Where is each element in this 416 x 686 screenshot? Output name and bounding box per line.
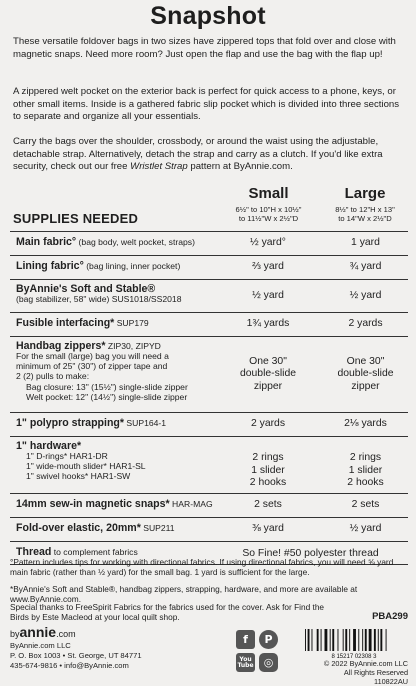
row-sub: minimum of 25" (30") of zipper tape and <box>16 361 168 372</box>
row-note: ZIP30, ZIPYD <box>105 341 161 351</box>
row-label: Lining fabric° <box>16 260 84 272</box>
availability-note: *ByAnnie's Soft and Stable®, handbag zippers, strapping, hardware, and more are available at www.ByAnnie.com. <box>10 584 358 605</box>
barcode-bar <box>312 629 313 651</box>
large-qty <box>323 437 408 493</box>
small-qty: ½ yard° <box>250 237 286 249</box>
size-large-heading: Large <box>344 185 386 202</box>
row-sub: Bag closure: 13" (15½") single-slide zipper <box>26 381 188 392</box>
row-sub: 1" D-rings* HAR1-DR <box>26 451 108 461</box>
barcode-bar <box>345 629 347 651</box>
table-row <box>10 337 408 413</box>
barcode-bar <box>317 629 319 651</box>
table-row <box>10 256 408 280</box>
barcode-bar <box>308 629 310 651</box>
row-note: (bag lining, inner pocket) <box>83 261 181 271</box>
thread-spec: So Fine! #50 polyester thread <box>242 547 379 559</box>
supplies-heading: SUPPLIES NEEDED <box>13 211 139 226</box>
barcode-bar <box>374 629 376 651</box>
row-note: SUP164-1 <box>124 418 167 428</box>
table-row <box>10 280 408 313</box>
barcode-bar <box>358 629 359 651</box>
small-qty: ⅔ yard <box>252 261 284 273</box>
small-qty: One 30" double-slide zipper <box>239 355 297 392</box>
barcode <box>302 628 406 659</box>
barcode-bar <box>378 629 379 651</box>
row-label: 14mm sew-in magnetic snaps* <box>16 498 170 510</box>
row-label: Fold-over elastic, 20mm* <box>16 522 141 534</box>
address-line: 435-674-9816 • info@ByAnnie.com <box>10 661 129 671</box>
small-qty: 2 yards <box>250 418 286 430</box>
row-sub: 2 (2) pulls to make: <box>16 371 90 382</box>
row-label: Main fabric° <box>16 236 77 248</box>
logo-com: .com <box>56 629 76 639</box>
row-sub: (bag stabilizer, 58" wide) SUS1018/SS2018 <box>16 294 182 304</box>
copyright-line: All Rights Reserved <box>343 667 408 677</box>
barcode-bar <box>325 629 328 651</box>
table-row <box>10 313 408 337</box>
row-note: HAR-MAG <box>169 499 213 509</box>
size-small-dims <box>215 205 322 223</box>
directional-fabric-note: °Pattern includes tips for working with directional fabrics. If using directional fabrics, you will need ⅝ yard main fabric (rather than ½ yard) for the small bag. 1 yard is sufficient for the large. <box>10 557 394 578</box>
intro-paragraph-2: A zippered welt pocket on the exterior back is perfect for quick access to a phone, keys, or other small items. Inside is a gathered fabric slip pocket which is divided into three sections to separate and organize all your essentials. <box>13 86 400 123</box>
pinterest-icon[interactable]: P <box>259 630 278 649</box>
thanks-note: Special thanks to FreeSpirit Fabrics for the fabrics used for the cover. Ask for Find the Birds by Este Macleod at your local quilt shop. <box>10 602 325 623</box>
copyright-line: 110822AU <box>374 676 408 686</box>
qty-line: 2 rings <box>349 452 382 464</box>
small-qty: 1¾ yards <box>246 318 290 330</box>
large-qty: 2⅛ yards <box>344 418 387 430</box>
large-qty: ¾ yard <box>349 261 382 273</box>
page-title: Snapshot <box>150 2 266 30</box>
small-dims-line-1: 6½" to 10"H x 10½" <box>235 205 302 214</box>
copyright-line: © 2022 ByAnnie.com LLC <box>323 659 408 668</box>
row-label: Handbag zippers* <box>16 340 106 352</box>
row-label: Thread <box>16 546 52 558</box>
table-row <box>10 413 408 437</box>
wristlet-strap-link[interactable]: Wristlet Strap <box>130 161 188 173</box>
large-dims-line-2: to 14"W x 2½"D <box>338 214 392 223</box>
large-qty: 1 yard <box>351 237 380 249</box>
large-qty: 2 yards <box>348 318 383 330</box>
row-note: SUP179 <box>114 318 149 328</box>
small-qty: 2 sets <box>254 499 282 511</box>
address-line: P. O. Box 1003 • St. George, UT 84771 <box>10 651 142 661</box>
intro-text-a: Carry the bags over the shoulder, crossbody, or around the waist using the adjustable, detachable strap. Alternatively, detach the strap and carry as a clutch. If you'd like extra security, check out our free <box>13 136 383 173</box>
row-note: SUP211 <box>140 523 175 533</box>
youtube-icon[interactable]: You Tube <box>236 653 255 672</box>
instagram-icon[interactable]: ◎ <box>259 653 278 672</box>
large-qty: ½ yard <box>349 523 382 535</box>
barcode-bar <box>330 629 331 651</box>
byannie-logo <box>10 624 76 640</box>
logo-annie: annie <box>19 624 57 640</box>
large-qty: ½ yard <box>349 289 382 301</box>
small-qty: ½ yard <box>252 289 284 301</box>
barcode-bar <box>365 629 367 651</box>
row-sub: For the small (large) bag you will need a <box>16 351 169 361</box>
address-line: ByAnnie.com LLC <box>10 641 71 650</box>
barcode-bar <box>353 629 356 651</box>
supplies-table <box>10 231 408 565</box>
qty-line: 2 hooks <box>249 477 287 489</box>
copyright <box>298 660 408 686</box>
intro-paragraph-3 <box>13 136 405 174</box>
qty-line: 1 slider <box>251 464 285 476</box>
row-note: to complement fabrics <box>51 547 138 557</box>
table-row <box>10 232 408 256</box>
row-label: ByAnnie's Soft and Stable® <box>16 283 156 295</box>
large-qty: One 30" double-slide zipper <box>337 355 394 392</box>
row-label: 1" polypro strapping* <box>16 417 125 429</box>
social-icons <box>236 630 296 672</box>
publisher-address <box>10 641 142 672</box>
barcode-bar <box>305 629 306 651</box>
barcode-bar <box>380 629 382 651</box>
row-label: Fusible interfacing* <box>16 317 115 329</box>
row-sub: Welt pocket: 12" (14½") single-slide zipper <box>26 391 188 402</box>
row-note: (bag body, welt pocket, straps) <box>76 237 195 247</box>
large-dims-line-1: 8½" to 12"H x 13" <box>335 205 395 214</box>
barcode-bar <box>332 629 334 651</box>
table-row <box>10 518 408 542</box>
small-qty <box>213 437 323 493</box>
table-row <box>10 494 408 518</box>
barcode-bar <box>349 629 350 651</box>
logo-by: by <box>10 629 20 639</box>
small-qty: ⅜ yard <box>252 523 284 535</box>
intro-paragraph-1: These versatile foldover bags in two sizes have zippered tops that fold over and close with magnetic snaps. Need more room? Just open the flap and use the bag with the flap up! <box>13 36 396 60</box>
qty-line: 1 slider <box>348 464 383 476</box>
small-dims-line-2: to 11½"W x 2½"D <box>238 214 299 223</box>
barcode-bar <box>362 629 363 651</box>
row-sub: 1" swivel hooks* HAR1-SW <box>26 471 131 482</box>
barcode-bar <box>343 629 344 651</box>
barcode-number: 8 15217 02308 3 <box>331 654 377 659</box>
qty-line: 2 hooks <box>347 477 384 489</box>
intro-text-c: pattern at ByAnnie.com. <box>187 161 293 173</box>
barcode-bar <box>369 629 372 651</box>
size-large-dims <box>322 205 408 223</box>
facebook-icon[interactable]: f <box>236 630 255 649</box>
row-sub: 1" wide-mouth slider* HAR1-SL <box>26 461 146 472</box>
barcode-bar <box>321 629 322 651</box>
row-label: 1" hardware* <box>16 440 82 452</box>
large-qty: 2 sets <box>351 499 380 511</box>
qty-line: 2 rings <box>252 452 284 464</box>
barcode-bar <box>338 629 339 651</box>
table-row <box>10 437 408 494</box>
size-small-heading: Small <box>248 185 289 202</box>
barcode-bar <box>386 629 387 651</box>
pattern-code: PBA299 <box>372 611 408 622</box>
